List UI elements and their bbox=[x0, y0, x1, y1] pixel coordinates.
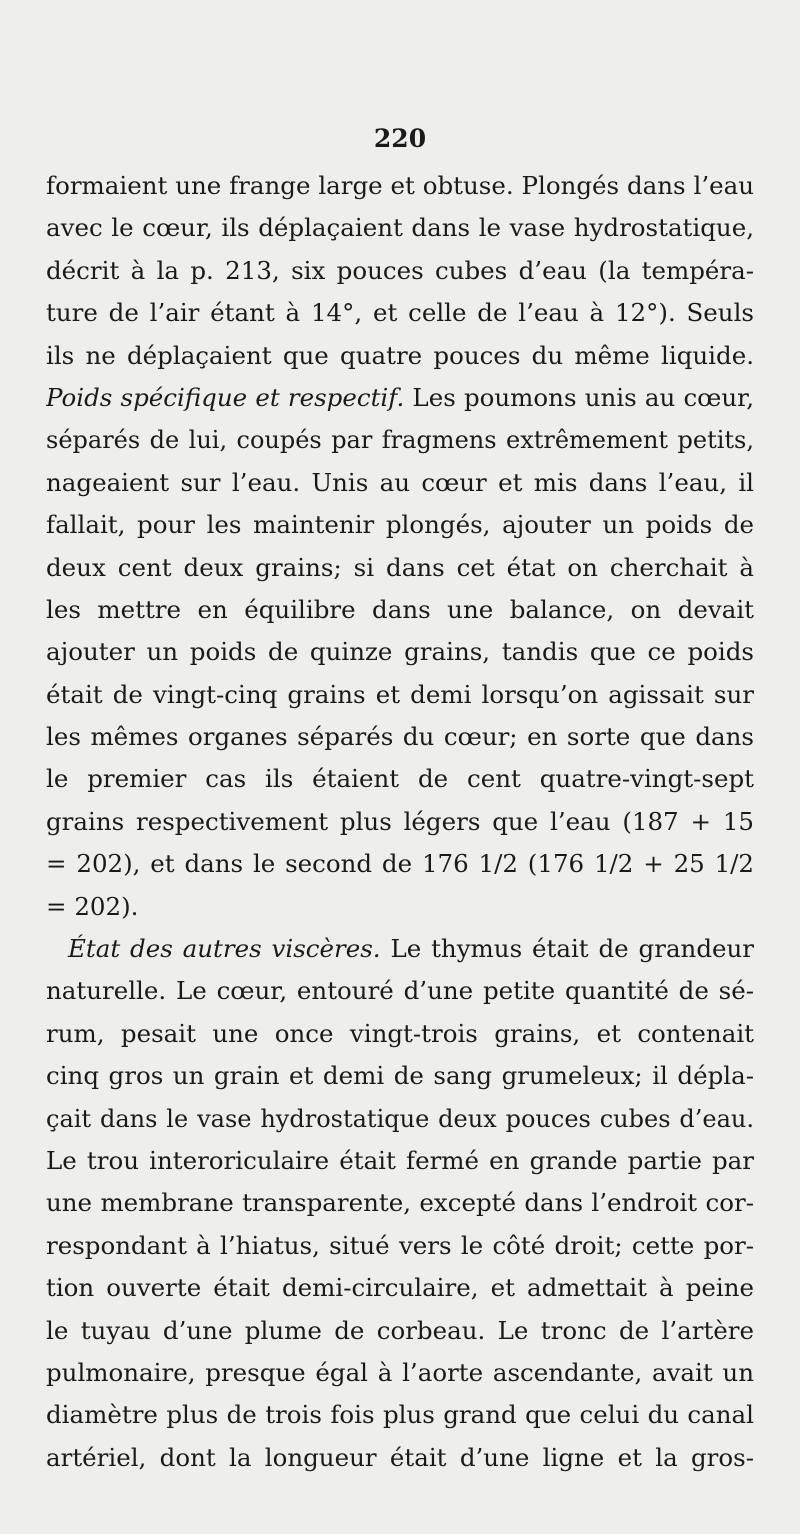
italic-heading: État des autres viscères. bbox=[68, 934, 381, 964]
text-line bbox=[46, 801, 754, 843]
text-line bbox=[46, 377, 754, 419]
text-segment: les mêmes organes séparés du cœur; en sorte que dans bbox=[46, 722, 754, 752]
text-line bbox=[46, 1182, 754, 1224]
text-line bbox=[46, 843, 754, 885]
text-line bbox=[46, 335, 754, 377]
text-segment: formaient une frange large et obtuse. Plongés dans l’eau bbox=[46, 171, 754, 200]
text-segment: Les poumons unis au cœur, bbox=[404, 382, 754, 412]
text-segment: les mettre en équilibre dans une balance, on devait bbox=[46, 594, 754, 624]
text-line bbox=[46, 928, 754, 970]
text-segment: artériel, dont la longueur était d’une ligne et la gros- bbox=[46, 1442, 754, 1472]
text-line bbox=[46, 589, 754, 631]
text-segment: = 202). bbox=[46, 891, 139, 921]
text-line bbox=[46, 207, 754, 249]
text-segment: cinq gros un grain et demi de sang grumeleux; il dépla- bbox=[46, 1061, 754, 1091]
text-line bbox=[46, 674, 754, 716]
text-segment: nageaient sur l’eau. Unis au cœur et mis dans l’eau, il bbox=[46, 467, 754, 497]
text-segment: naturelle. Le cœur, entouré d’une petite quantité de sé- bbox=[46, 976, 754, 1006]
text-segment: décrit à la p. 213, six pouces cubes d’eau (la tempéra- bbox=[46, 255, 754, 285]
text-segment: ils ne déplaçaient que quatre pouces du même liquide. bbox=[46, 340, 754, 370]
text-line bbox=[46, 631, 754, 673]
text-line bbox=[46, 886, 754, 928]
text-segment: respondant à l’hiatus, situé vers le côté droit; cette por- bbox=[46, 1230, 754, 1260]
text-line bbox=[46, 504, 754, 546]
text-segment: avec le cœur, ils déplaçaient dans le vase hydrostatique, bbox=[46, 213, 754, 243]
text-line bbox=[46, 1140, 754, 1182]
text-segment: Le trou interoriculaire était fermé en grande partie par bbox=[46, 1145, 754, 1175]
text-line bbox=[46, 292, 754, 334]
text-line bbox=[46, 1394, 754, 1436]
text-segment: diamètre plus de trois fois plus grand que celui du canal bbox=[46, 1400, 754, 1430]
text-line bbox=[46, 250, 754, 292]
text-line bbox=[46, 1352, 754, 1394]
text-line bbox=[46, 1055, 754, 1097]
text-segment: le premier cas ils étaient de cent quatre-vingt-sept bbox=[46, 764, 754, 794]
text-line bbox=[46, 165, 754, 207]
text-segment: grains respectivement plus légers que l’eau (187 + 15 bbox=[46, 806, 754, 836]
text-line bbox=[46, 1013, 754, 1055]
text-line bbox=[46, 716, 754, 758]
text-line bbox=[46, 462, 754, 504]
text-segment: çait dans le vase hydrostatique deux pouces cubes d’eau. bbox=[46, 1104, 754, 1133]
text-segment: ture de l’air étant à 14°, et celle de l’eau à 12°). Seuls bbox=[46, 298, 754, 328]
text-segment: deux cent deux grains; si dans cet état on cherchait à bbox=[46, 552, 754, 582]
text-line bbox=[46, 547, 754, 589]
text-segment: séparés de lui, coupés par fragmens extrêmement petits, bbox=[46, 426, 754, 455]
text-line bbox=[46, 1267, 754, 1309]
text-segment: Le thymus était de grandeur bbox=[380, 934, 754, 964]
text-segment: était de vingt-cinq grains et demi lorsqu’on agissait sur bbox=[46, 679, 754, 709]
text-segment: tion ouverte était demi-circulaire, et admettait à peine bbox=[46, 1273, 754, 1303]
text-segment: le tuyau d’une plume de corbeau. Le tronc de l’artère bbox=[46, 1315, 754, 1345]
text-segment: pulmonaire, presque égal à l’aorte ascendante, avait un bbox=[46, 1357, 754, 1387]
text-segment: ajouter un poids de quinze grains, tandis que ce poids bbox=[46, 637, 754, 667]
text-segment: une membrane transparente, excepté dans l’endroit cor- bbox=[46, 1188, 754, 1218]
text-segment: fallait, pour les maintenir plongés, ajouter un poids de bbox=[46, 510, 754, 540]
text-line bbox=[46, 1310, 754, 1352]
text-line bbox=[46, 1437, 754, 1479]
text-line bbox=[46, 758, 754, 800]
text-line bbox=[46, 419, 754, 461]
text-line bbox=[46, 970, 754, 1012]
italic-heading: Poids spécifique et respectif. bbox=[46, 382, 405, 412]
text-segment: = 202), et dans le second de 176 1/2 (176 1/2 + 25 1/2 bbox=[46, 849, 754, 879]
text-segment: rum, pesait une once vingt-trois grains, et contenait bbox=[46, 1018, 754, 1048]
body-text bbox=[46, 165, 754, 1479]
text-line bbox=[46, 1098, 754, 1140]
text-line bbox=[46, 1225, 754, 1267]
page-number: 220 bbox=[373, 124, 427, 153]
